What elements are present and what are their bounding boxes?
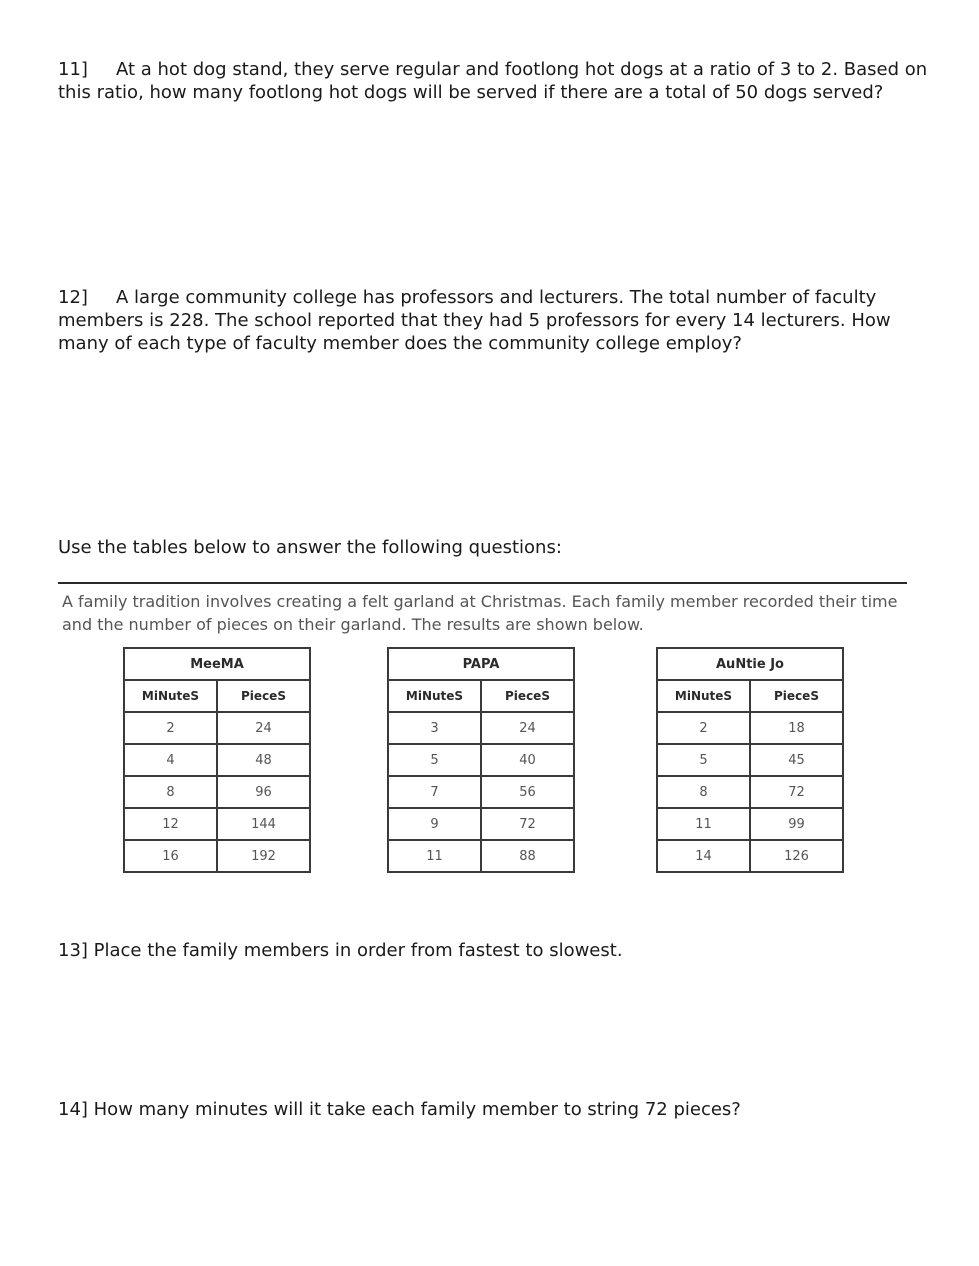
question-14: 14] How many minutes will it take each family member to string 72 pieces?: [58, 1099, 741, 1120]
pieces-cell: 72: [750, 776, 843, 808]
table-row: [388, 712, 574, 744]
papa-table-title: PAPA: [388, 648, 574, 680]
table-row: [388, 840, 574, 872]
question-11-text: At a hot dog stand, they serve regular and footlong hot dogs at a ratio of 3 to 2. Based on this ratio, how many footlong hot dogs will be served if there are a total of 50 dogs served?: [58, 59, 928, 103]
question-12: [58, 286, 928, 355]
pieces-cell: 99: [750, 808, 843, 840]
minutes-cell: 5: [388, 744, 481, 776]
table-row: [657, 744, 843, 776]
auntie-jo-minutes-header: MiNuteS: [657, 680, 750, 712]
minutes-cell: 8: [657, 776, 750, 808]
auntie-jo-table-title: AuNtie Jo: [657, 648, 843, 680]
pieces-cell: 56: [481, 776, 574, 808]
meema-minutes-header: MiNuteS: [124, 680, 217, 712]
question-12-number: 12]: [58, 287, 88, 308]
papa-minutes-header: MiNuteS: [388, 680, 481, 712]
table-row: [124, 776, 310, 808]
table-row: [124, 808, 310, 840]
table-row: [124, 840, 310, 872]
table-row: [657, 808, 843, 840]
scenario-text: A family tradition involves creating a felt garland at Christmas. Each family member recorded their time and the number of pieces on their garland. The results are shown below.: [62, 592, 898, 634]
table-row: [388, 776, 574, 808]
pieces-cell: 48: [217, 744, 310, 776]
pieces-cell: 24: [217, 712, 310, 744]
tables-instruction: Use the tables below to answer the following questions:: [58, 537, 562, 558]
minutes-cell: 3: [388, 712, 481, 744]
minutes-cell: 4: [124, 744, 217, 776]
minutes-cell: 9: [388, 808, 481, 840]
table-row: [657, 776, 843, 808]
table-row: [388, 744, 574, 776]
minutes-cell: 2: [657, 712, 750, 744]
pieces-cell: 72: [481, 808, 574, 840]
pieces-cell: 18: [750, 712, 843, 744]
pieces-cell: 24: [481, 712, 574, 744]
table-row: [124, 744, 310, 776]
minutes-cell: 11: [388, 840, 481, 872]
meema-table-title: MeeMA: [124, 648, 310, 680]
table-row: [388, 808, 574, 840]
pieces-cell: 96: [217, 776, 310, 808]
papa-table: [387, 647, 575, 873]
table-row: [124, 712, 310, 744]
divider-line: [58, 582, 907, 584]
minutes-cell: 2: [124, 712, 217, 744]
minutes-cell: 5: [657, 744, 750, 776]
question-11: [58, 58, 928, 104]
pieces-cell: 45: [750, 744, 843, 776]
minutes-cell: 12: [124, 808, 217, 840]
question-13: 13] Place the family members in order from fastest to slowest.: [58, 940, 623, 961]
papa-pieces-header: PieceS: [481, 680, 574, 712]
meema-table: [123, 647, 311, 873]
meema-pieces-header: PieceS: [217, 680, 310, 712]
minutes-cell: 7: [388, 776, 481, 808]
auntie-jo-table: [656, 647, 844, 873]
table-row: [657, 712, 843, 744]
pieces-cell: 40: [481, 744, 574, 776]
pieces-cell: 88: [481, 840, 574, 872]
pieces-cell: 192: [217, 840, 310, 872]
minutes-cell: 14: [657, 840, 750, 872]
auntie-jo-pieces-header: PieceS: [750, 680, 843, 712]
pieces-cell: 126: [750, 840, 843, 872]
pieces-cell: 144: [217, 808, 310, 840]
table-row: [657, 840, 843, 872]
minutes-cell: 16: [124, 840, 217, 872]
question-12-text: A large community college has professors and lecturers. The total number of faculty members is 228. The school reported that they had 5 professors for every 14 lecturers. How many of each type of faculty member does the community college employ?: [58, 287, 891, 354]
question-11-number: 11]: [58, 59, 88, 80]
minutes-cell: 8: [124, 776, 217, 808]
minutes-cell: 11: [657, 808, 750, 840]
